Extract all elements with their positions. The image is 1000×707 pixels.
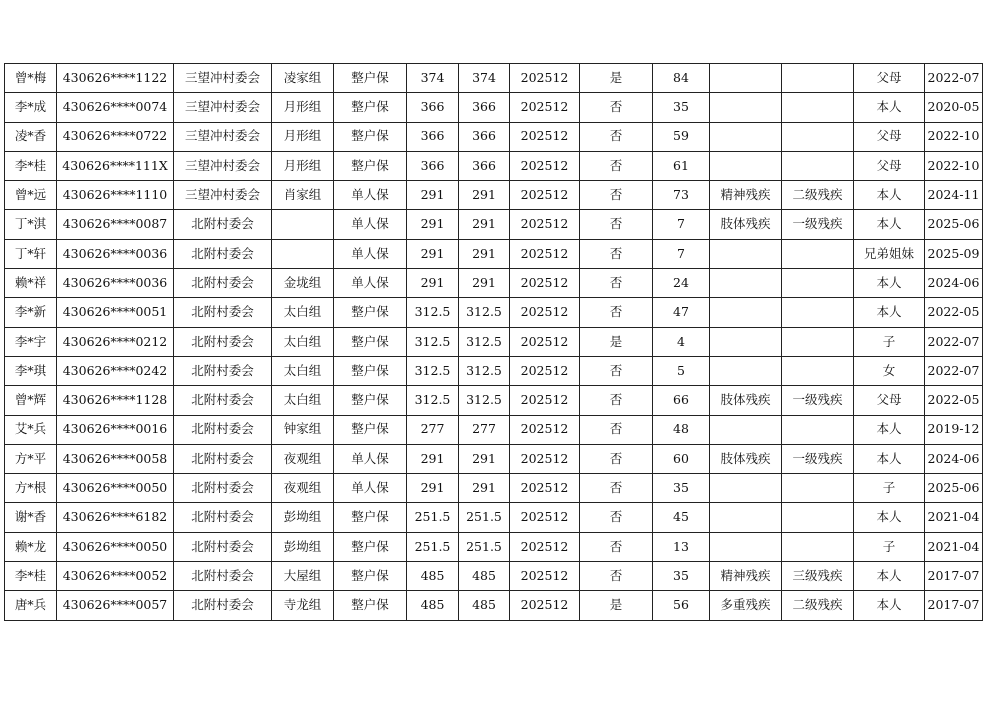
- amount-cell: 312.5: [407, 327, 459, 356]
- relationship-cell: 本人: [854, 181, 925, 210]
- group-cell: 凌家组: [272, 64, 334, 93]
- table-row: [5, 415, 983, 444]
- village-committee-cell: 北附村委会: [174, 503, 272, 532]
- amount-total-cell: 374: [459, 64, 510, 93]
- period-cell: 202512: [510, 298, 580, 327]
- period-cell: 202512: [510, 474, 580, 503]
- id-number-cell: 430626****1122: [57, 64, 174, 93]
- disability-grade-cell: 三级残疾: [782, 562, 854, 591]
- id-number-cell: 430626****0212: [57, 327, 174, 356]
- flag-cell: 否: [580, 93, 653, 122]
- relationship-cell: 子: [854, 327, 925, 356]
- age-cell: 35: [653, 474, 710, 503]
- village-committee-cell: 三望冲村委会: [174, 122, 272, 151]
- period-cell: 202512: [510, 93, 580, 122]
- start-date-cell: 2017-07: [925, 591, 983, 620]
- age-cell: 60: [653, 444, 710, 473]
- amount-total-cell: 291: [459, 181, 510, 210]
- amount-total-cell: 291: [459, 210, 510, 239]
- id-number-cell: 430626****0050: [57, 532, 174, 561]
- start-date-cell: 2019-12: [925, 415, 983, 444]
- amount-total-cell: 366: [459, 93, 510, 122]
- table-row: [5, 151, 983, 180]
- id-number-cell: 430626****0722: [57, 122, 174, 151]
- amount-total-cell: 251.5: [459, 532, 510, 561]
- name-cell: 唐*兵: [5, 591, 57, 620]
- amount-cell: 312.5: [407, 356, 459, 385]
- period-cell: 202512: [510, 503, 580, 532]
- flag-cell: 否: [580, 444, 653, 473]
- amount-cell: 251.5: [407, 503, 459, 532]
- flag-cell: 否: [580, 181, 653, 210]
- relationship-cell: 本人: [854, 415, 925, 444]
- disability-grade-cell: [782, 503, 854, 532]
- name-cell: 李*成: [5, 93, 57, 122]
- id-number-cell: 430626****0036: [57, 269, 174, 298]
- village-committee-cell: 北附村委会: [174, 269, 272, 298]
- coverage-type-cell: 整户保: [334, 356, 407, 385]
- disability-type-cell: 精神残疾: [710, 181, 782, 210]
- group-cell: 太白组: [272, 327, 334, 356]
- amount-total-cell: 312.5: [459, 327, 510, 356]
- village-committee-cell: 北附村委会: [174, 562, 272, 591]
- group-cell: [272, 210, 334, 239]
- age-cell: 24: [653, 269, 710, 298]
- coverage-type-cell: 整户保: [334, 93, 407, 122]
- amount-cell: 277: [407, 415, 459, 444]
- group-cell: 太白组: [272, 298, 334, 327]
- disability-grade-cell: 一级残疾: [782, 210, 854, 239]
- village-committee-cell: 三望冲村委会: [174, 93, 272, 122]
- disability-type-cell: [710, 64, 782, 93]
- coverage-type-cell: 整户保: [334, 327, 407, 356]
- disability-grade-cell: [782, 269, 854, 298]
- table-row: [5, 210, 983, 239]
- age-cell: 73: [653, 181, 710, 210]
- period-cell: 202512: [510, 210, 580, 239]
- amount-cell: 291: [407, 269, 459, 298]
- relationship-cell: 本人: [854, 93, 925, 122]
- amount-cell: 366: [407, 122, 459, 151]
- relationship-cell: 本人: [854, 269, 925, 298]
- disability-grade-cell: 二级残疾: [782, 181, 854, 210]
- flag-cell: 否: [580, 298, 653, 327]
- id-number-cell: 430626****0051: [57, 298, 174, 327]
- disability-type-cell: [710, 93, 782, 122]
- name-cell: 曾*远: [5, 181, 57, 210]
- disability-type-cell: [710, 151, 782, 180]
- group-cell: 月形组: [272, 93, 334, 122]
- village-committee-cell: 北附村委会: [174, 327, 272, 356]
- group-cell: 彭坳组: [272, 503, 334, 532]
- disability-grade-cell: [782, 151, 854, 180]
- disability-type-cell: 肢体残疾: [710, 444, 782, 473]
- age-cell: 45: [653, 503, 710, 532]
- amount-cell: 485: [407, 562, 459, 591]
- relationship-cell: 本人: [854, 210, 925, 239]
- age-cell: 35: [653, 562, 710, 591]
- relationship-cell: 子: [854, 532, 925, 561]
- period-cell: 202512: [510, 239, 580, 268]
- start-date-cell: 2025-06: [925, 210, 983, 239]
- flag-cell: 否: [580, 562, 653, 591]
- start-date-cell: 2022-10: [925, 151, 983, 180]
- coverage-type-cell: 整户保: [334, 532, 407, 561]
- village-committee-cell: 北附村委会: [174, 356, 272, 385]
- group-cell: 月形组: [272, 122, 334, 151]
- table-row: [5, 474, 983, 503]
- amount-total-cell: 291: [459, 444, 510, 473]
- disability-type-cell: [710, 503, 782, 532]
- name-cell: 李*宇: [5, 327, 57, 356]
- id-number-cell: 430626****0016: [57, 415, 174, 444]
- name-cell: 曾*梅: [5, 64, 57, 93]
- relationship-cell: 父母: [854, 122, 925, 151]
- name-cell: 赖*祥: [5, 269, 57, 298]
- disability-type-cell: [710, 532, 782, 561]
- disability-type-cell: [710, 474, 782, 503]
- period-cell: 202512: [510, 562, 580, 591]
- age-cell: 7: [653, 210, 710, 239]
- name-cell: 李*桂: [5, 151, 57, 180]
- disability-grade-cell: [782, 122, 854, 151]
- relationship-cell: 本人: [854, 503, 925, 532]
- disability-type-cell: 精神残疾: [710, 562, 782, 591]
- disability-type-cell: [710, 356, 782, 385]
- coverage-type-cell: 单人保: [334, 444, 407, 473]
- flag-cell: 否: [580, 239, 653, 268]
- relationship-cell: 子: [854, 474, 925, 503]
- table-body: [5, 64, 983, 621]
- start-date-cell: 2022-07: [925, 356, 983, 385]
- amount-total-cell: 291: [459, 474, 510, 503]
- amount-cell: 291: [407, 239, 459, 268]
- period-cell: 202512: [510, 64, 580, 93]
- age-cell: 56: [653, 591, 710, 620]
- table-row: [5, 386, 983, 415]
- start-date-cell: 2022-10: [925, 122, 983, 151]
- disability-type-cell: [710, 239, 782, 268]
- amount-cell: 251.5: [407, 532, 459, 561]
- flag-cell: 是: [580, 591, 653, 620]
- start-date-cell: 2025-09: [925, 239, 983, 268]
- disability-grade-cell: [782, 93, 854, 122]
- relationship-cell: 女: [854, 356, 925, 385]
- age-cell: 84: [653, 64, 710, 93]
- period-cell: 202512: [510, 444, 580, 473]
- start-date-cell: 2021-04: [925, 503, 983, 532]
- name-cell: 李*琪: [5, 356, 57, 385]
- disability-type-cell: [710, 269, 782, 298]
- group-cell: 彭坳组: [272, 532, 334, 561]
- period-cell: 202512: [510, 415, 580, 444]
- id-number-cell: 430626****0057: [57, 591, 174, 620]
- amount-cell: 291: [407, 181, 459, 210]
- disability-grade-cell: [782, 327, 854, 356]
- group-cell: 太白组: [272, 386, 334, 415]
- amount-cell: 485: [407, 591, 459, 620]
- amount-total-cell: 251.5: [459, 503, 510, 532]
- name-cell: 曾*辉: [5, 386, 57, 415]
- disability-grade-cell: [782, 356, 854, 385]
- disability-grade-cell: [782, 239, 854, 268]
- start-date-cell: 2022-05: [925, 298, 983, 327]
- period-cell: 202512: [510, 327, 580, 356]
- table-row: [5, 239, 983, 268]
- disability-grade-cell: 二级残疾: [782, 591, 854, 620]
- amount-cell: 291: [407, 210, 459, 239]
- age-cell: 13: [653, 532, 710, 561]
- amount-cell: 312.5: [407, 386, 459, 415]
- flag-cell: 否: [580, 386, 653, 415]
- table-row: [5, 591, 983, 620]
- table-row: [5, 503, 983, 532]
- id-number-cell: 430626****0058: [57, 444, 174, 473]
- disability-type-cell: [710, 122, 782, 151]
- age-cell: 47: [653, 298, 710, 327]
- table-row: [5, 356, 983, 385]
- disability-grade-cell: [782, 415, 854, 444]
- disability-grade-cell: [782, 64, 854, 93]
- age-cell: 5: [653, 356, 710, 385]
- flag-cell: 否: [580, 474, 653, 503]
- flag-cell: 否: [580, 532, 653, 561]
- start-date-cell: 2025-06: [925, 474, 983, 503]
- disability-grade-cell: 一级残疾: [782, 386, 854, 415]
- start-date-cell: 2020-05: [925, 93, 983, 122]
- start-date-cell: 2024-11: [925, 181, 983, 210]
- period-cell: 202512: [510, 591, 580, 620]
- id-number-cell: 430626****0036: [57, 239, 174, 268]
- group-cell: 金垅组: [272, 269, 334, 298]
- relationship-cell: 父母: [854, 151, 925, 180]
- age-cell: 59: [653, 122, 710, 151]
- disability-type-cell: [710, 415, 782, 444]
- village-committee-cell: 北附村委会: [174, 444, 272, 473]
- flag-cell: 是: [580, 64, 653, 93]
- amount-cell: 366: [407, 93, 459, 122]
- table-row: [5, 64, 983, 93]
- amount-total-cell: 366: [459, 151, 510, 180]
- period-cell: 202512: [510, 356, 580, 385]
- name-cell: 方*平: [5, 444, 57, 473]
- disability-type-cell: [710, 327, 782, 356]
- coverage-type-cell: 整户保: [334, 503, 407, 532]
- id-number-cell: 430626****6182: [57, 503, 174, 532]
- name-cell: 丁*淇: [5, 210, 57, 239]
- coverage-type-cell: 整户保: [334, 64, 407, 93]
- relationship-cell: 兄弟姐妹: [854, 239, 925, 268]
- start-date-cell: 2021-04: [925, 532, 983, 561]
- coverage-type-cell: 整户保: [334, 591, 407, 620]
- table-row: [5, 181, 983, 210]
- amount-cell: 291: [407, 444, 459, 473]
- amount-total-cell: 277: [459, 415, 510, 444]
- village-committee-cell: 北附村委会: [174, 298, 272, 327]
- assistance-roster-table: [4, 63, 983, 621]
- table-row: [5, 532, 983, 561]
- name-cell: 谢*香: [5, 503, 57, 532]
- group-cell: 月形组: [272, 151, 334, 180]
- amount-cell: 374: [407, 64, 459, 93]
- village-committee-cell: 北附村委会: [174, 386, 272, 415]
- name-cell: 艾*兵: [5, 415, 57, 444]
- id-number-cell: 430626****0074: [57, 93, 174, 122]
- amount-cell: 366: [407, 151, 459, 180]
- coverage-type-cell: 整户保: [334, 386, 407, 415]
- village-committee-cell: 北附村委会: [174, 239, 272, 268]
- name-cell: 丁*轩: [5, 239, 57, 268]
- amount-cell: 291: [407, 474, 459, 503]
- flag-cell: 否: [580, 415, 653, 444]
- amount-total-cell: 485: [459, 562, 510, 591]
- start-date-cell: 2022-05: [925, 386, 983, 415]
- id-number-cell: 430626****1128: [57, 386, 174, 415]
- age-cell: 4: [653, 327, 710, 356]
- village-committee-cell: 北附村委会: [174, 591, 272, 620]
- group-cell: 太白组: [272, 356, 334, 385]
- amount-cell: 312.5: [407, 298, 459, 327]
- start-date-cell: 2017-07: [925, 562, 983, 591]
- group-cell: 大屋组: [272, 562, 334, 591]
- village-committee-cell: 北附村委会: [174, 415, 272, 444]
- age-cell: 7: [653, 239, 710, 268]
- table-row: [5, 298, 983, 327]
- relationship-cell: 本人: [854, 444, 925, 473]
- age-cell: 66: [653, 386, 710, 415]
- flag-cell: 否: [580, 269, 653, 298]
- flag-cell: 否: [580, 210, 653, 239]
- flag-cell: 否: [580, 151, 653, 180]
- group-cell: 夜观组: [272, 444, 334, 473]
- amount-total-cell: 291: [459, 239, 510, 268]
- coverage-type-cell: 整户保: [334, 122, 407, 151]
- flag-cell: 是: [580, 327, 653, 356]
- coverage-type-cell: 单人保: [334, 239, 407, 268]
- start-date-cell: 2022-07: [925, 64, 983, 93]
- coverage-type-cell: 单人保: [334, 210, 407, 239]
- disability-grade-cell: [782, 298, 854, 327]
- id-number-cell: 430626****0050: [57, 474, 174, 503]
- start-date-cell: 2022-07: [925, 327, 983, 356]
- name-cell: 李*新: [5, 298, 57, 327]
- disability-grade-cell: 一级残疾: [782, 444, 854, 473]
- disability-type-cell: 肢体残疾: [710, 386, 782, 415]
- period-cell: 202512: [510, 181, 580, 210]
- coverage-type-cell: 整户保: [334, 415, 407, 444]
- id-number-cell: 430626****1110: [57, 181, 174, 210]
- disability-grade-cell: [782, 532, 854, 561]
- village-committee-cell: 三望冲村委会: [174, 151, 272, 180]
- amount-total-cell: 291: [459, 269, 510, 298]
- period-cell: 202512: [510, 532, 580, 561]
- name-cell: 赖*龙: [5, 532, 57, 561]
- table-row: [5, 122, 983, 151]
- id-number-cell: 430626****0087: [57, 210, 174, 239]
- group-cell: 夜观组: [272, 474, 334, 503]
- coverage-type-cell: 整户保: [334, 562, 407, 591]
- amount-total-cell: 312.5: [459, 356, 510, 385]
- period-cell: 202512: [510, 269, 580, 298]
- village-committee-cell: 北附村委会: [174, 474, 272, 503]
- coverage-type-cell: 整户保: [334, 151, 407, 180]
- disability-type-cell: 多重残疾: [710, 591, 782, 620]
- table-row: [5, 93, 983, 122]
- id-number-cell: 430626****111X: [57, 151, 174, 180]
- village-committee-cell: 北附村委会: [174, 210, 272, 239]
- relationship-cell: 本人: [854, 562, 925, 591]
- name-cell: 方*根: [5, 474, 57, 503]
- name-cell: 凌*香: [5, 122, 57, 151]
- amount-total-cell: 312.5: [459, 298, 510, 327]
- group-cell: 钟家组: [272, 415, 334, 444]
- name-cell: 李*桂: [5, 562, 57, 591]
- disability-grade-cell: [782, 474, 854, 503]
- relationship-cell: 本人: [854, 591, 925, 620]
- flag-cell: 否: [580, 356, 653, 385]
- id-number-cell: 430626****0052: [57, 562, 174, 591]
- group-cell: [272, 239, 334, 268]
- age-cell: 48: [653, 415, 710, 444]
- age-cell: 35: [653, 93, 710, 122]
- table-row: [5, 327, 983, 356]
- flag-cell: 否: [580, 122, 653, 151]
- age-cell: 61: [653, 151, 710, 180]
- table-row: [5, 562, 983, 591]
- group-cell: 寺龙组: [272, 591, 334, 620]
- relationship-cell: 本人: [854, 298, 925, 327]
- period-cell: 202512: [510, 151, 580, 180]
- table-row: [5, 269, 983, 298]
- start-date-cell: 2024-06: [925, 269, 983, 298]
- coverage-type-cell: 单人保: [334, 269, 407, 298]
- amount-total-cell: 312.5: [459, 386, 510, 415]
- coverage-type-cell: 整户保: [334, 298, 407, 327]
- flag-cell: 否: [580, 503, 653, 532]
- disability-type-cell: [710, 298, 782, 327]
- relationship-cell: 父母: [854, 386, 925, 415]
- village-committee-cell: 三望冲村委会: [174, 64, 272, 93]
- start-date-cell: 2024-06: [925, 444, 983, 473]
- disability-type-cell: 肢体残疾: [710, 210, 782, 239]
- period-cell: 202512: [510, 122, 580, 151]
- period-cell: 202512: [510, 386, 580, 415]
- table-row: [5, 444, 983, 473]
- id-number-cell: 430626****0242: [57, 356, 174, 385]
- village-committee-cell: 北附村委会: [174, 532, 272, 561]
- amount-total-cell: 485: [459, 591, 510, 620]
- village-committee-cell: 三望冲村委会: [174, 181, 272, 210]
- coverage-type-cell: 单人保: [334, 181, 407, 210]
- group-cell: 肖家组: [272, 181, 334, 210]
- coverage-type-cell: 单人保: [334, 474, 407, 503]
- amount-total-cell: 366: [459, 122, 510, 151]
- relationship-cell: 父母: [854, 64, 925, 93]
